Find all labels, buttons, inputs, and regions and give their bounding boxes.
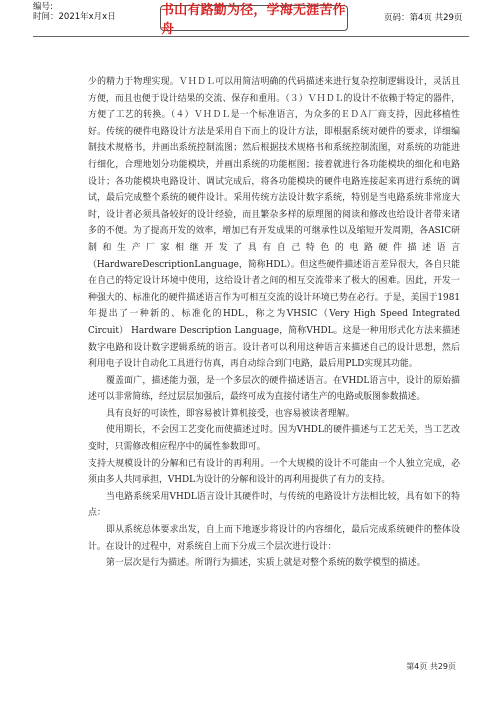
paragraph: 具有良好的可读性，即容易被计算机接受，也容易被读者理解。 [106,408,355,419]
code-label: 编号: [33,2,53,12]
footer-page-label: 第4页 共29页 [406,662,456,671]
header-meta [33,2,116,22]
motto-text: 书山有路勤为径，学海无涯苦作舟 [161,3,346,37]
page-header [0,0,500,42]
paragraph: 当电路系统采用VHDL语言设计其硬件时，与传统的电路设计方法相比较，具有如下的特点： [88,491,460,519]
paragraph: 第一层次是行为描述。所谓行为描述，实质上就是对整个系统的数学模型的描述。 [106,558,426,569]
paragraph: 使用期长，不会因工艺变化而使描述过时。因为VHDL的硬件描述与工艺无关，当工艺改变时，只需修改相应程序中的属性参数即可。 [88,425,460,453]
body-text [88,74,460,572]
time-label: 时间：2021年x月x日 [33,12,116,22]
header-divider [33,36,469,37]
paragraph: 即从系统总体要求出发，自上而下地逐步将设计的内容细化，最后完成系统硬件的整体设计。在设计的过程中，对系统自上而下分成三个层次进行设计： [88,525,460,552]
paragraph: 少的精力于物理实现。ＶＨＤＬ可以用简洁明确的代码描述来进行复杂控制逻辑设计，灵活且方便，而且也便于设计结果的交流、保存和重用。（３）ＶＨＤＬ的设计不依赖于特定的器件，方便了工艺的转换。（４）ＶＨＤＬ是一个标准语言，为众多的ＥＤＡ厂商支持，因此移植性好。传统的硬件电路设计方法是采用自下而上的设计方法，即根据系统对硬件的要求，详细编制技术规格书，并画出系统控制流图；然后根据技术规格书和系统控制流图，对系统的功能进行细化，合理地划分功能模块，并画出系统的功能框图；接着就进行各功能模块的细化和电路设计；各功能模块电路设计、调试完成后，将各功能模块的硬件电路连接起来再进行系统的调试，最后完成整个系统的硬件设计。采用传统方法设计数字系统，特别是当电路系统非常庞大时，设计者必须具备较好的设计经验，而且繁杂多样的原理图的阅读和修改也给设计者带来诸多的不便。为了提高开发的效率，增加已有开发成果的可继承性以及缩短开发周期，各ASIC研制和生产厂家相继开发了具有自己特色的电路硬件描述语言（HardwareDescriptionLanguage，简称HDL）。但这些硬件描述语言差异很大，各自只能在自己的特定设计环境中使用，这给设计者之间的相互交流带来了极大的困难。因此，开发一种强大的、标准化的硬件描述语言作为可相互交流的设计环境已势在必行。于是，美国于1981年提出了一种新的、标准化的HDL，称之为VHSIC（Very High Speed Integrated Circuit） Hardware Description Language，简称VHDL。这是一种用形式化方法来描述数字电路和设计数字逻辑系统的语言。设计者可以利用这种语言来描述自己的设计思想，然后利用电子设计自动化工具进行仿真，再自动综合到门电路，最后用PLD实现其功能。 [88,77,460,370]
motto-box [160,3,348,37]
paragraph: 支持大规模设计的分解和已有设计的再利用。一个大规模的设计不可能由一个人独立完成，必须由多人共同承担，VHDL为设计的分解和设计的再利用提供了有力的支持。 [88,458,460,486]
header-page-label: 页码：第4页 共29页 [384,13,463,23]
paragraph: 覆盖面广，描述能力强，是一个多层次的硬件描述语言。在VHDL语言中，设计的原始描述可以非常简练，经过层层加强后，最终可成为直接付诸生产的电路或版图参数描述。 [88,375,460,403]
